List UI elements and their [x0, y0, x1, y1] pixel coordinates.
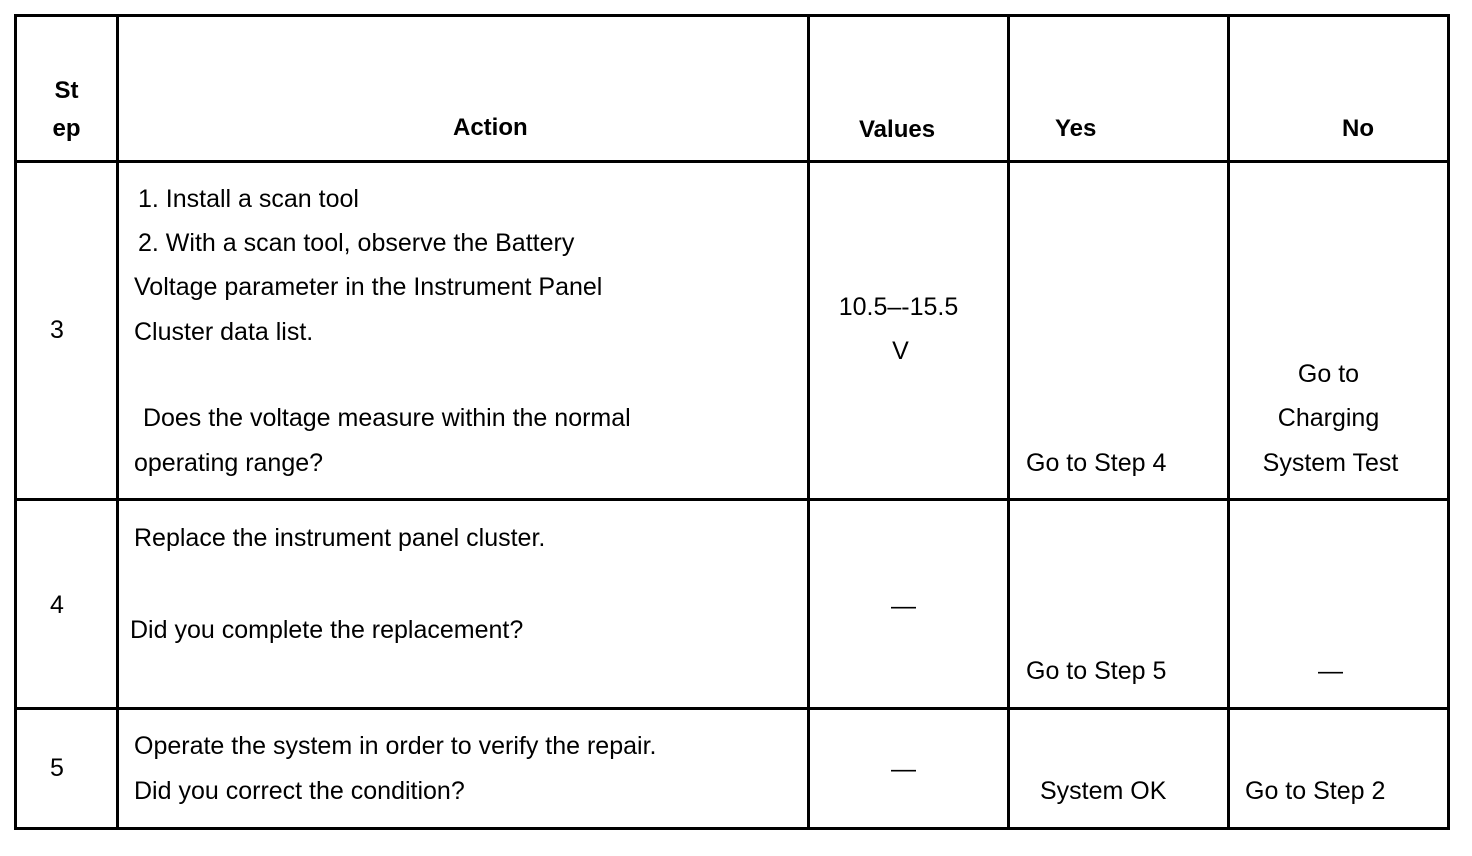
- step-number: 3: [50, 316, 64, 344]
- no-result-line: System Test: [1262, 449, 1399, 477]
- table-border-top: [14, 14, 1450, 17]
- header-step-line2: ep: [52, 115, 81, 142]
- action-line: operating range?: [134, 449, 324, 477]
- header-no: No: [1342, 115, 1374, 142]
- value-unit: V: [892, 337, 909, 365]
- header-values: Values: [859, 116, 936, 143]
- header-row-divider: [14, 160, 1450, 163]
- header-yes: Yes: [1055, 115, 1097, 142]
- action-line: Did you correct the condition?: [134, 777, 465, 805]
- column-divider: [1007, 14, 1010, 830]
- action-line: Replace the instrument panel cluster.: [134, 524, 546, 552]
- action-line: Operate the system in order to verify the repair.: [134, 732, 657, 760]
- action-line: 2. With a scan tool, observe the Battery: [138, 229, 575, 257]
- table-border-right: [1447, 14, 1450, 830]
- row-divider: [14, 498, 1450, 501]
- header-action: Action: [453, 114, 528, 141]
- no-result: Go to Step 2: [1245, 777, 1386, 805]
- column-divider: [807, 14, 810, 830]
- step-number: 4: [50, 591, 64, 619]
- value-dash: —: [891, 592, 916, 620]
- no-result-line: Charging: [1277, 404, 1380, 432]
- yes-result: System OK: [1040, 777, 1167, 805]
- value-dash: —: [891, 755, 916, 783]
- no-result: —: [1318, 657, 1343, 685]
- action-line: Voltage parameter in the Instrument Panel: [134, 273, 603, 301]
- yes-result: Go to Step 5: [1026, 657, 1167, 685]
- column-divider: [116, 14, 119, 830]
- action-line: 1. Install a scan tool: [138, 185, 359, 213]
- no-result-line: Go to: [1297, 360, 1360, 388]
- row-divider: [14, 707, 1450, 710]
- step-number: 5: [50, 754, 64, 782]
- yes-result: Go to Step 4: [1026, 449, 1167, 477]
- action-line: Does the voltage measure within the normal: [136, 404, 631, 432]
- action-line: Did you complete the replacement?: [130, 616, 524, 644]
- value-range: 10.5–-15.5: [838, 293, 959, 321]
- header-step-line1: St: [54, 77, 79, 104]
- table-border-bottom: [14, 827, 1450, 830]
- action-line: Cluster data list.: [134, 318, 314, 346]
